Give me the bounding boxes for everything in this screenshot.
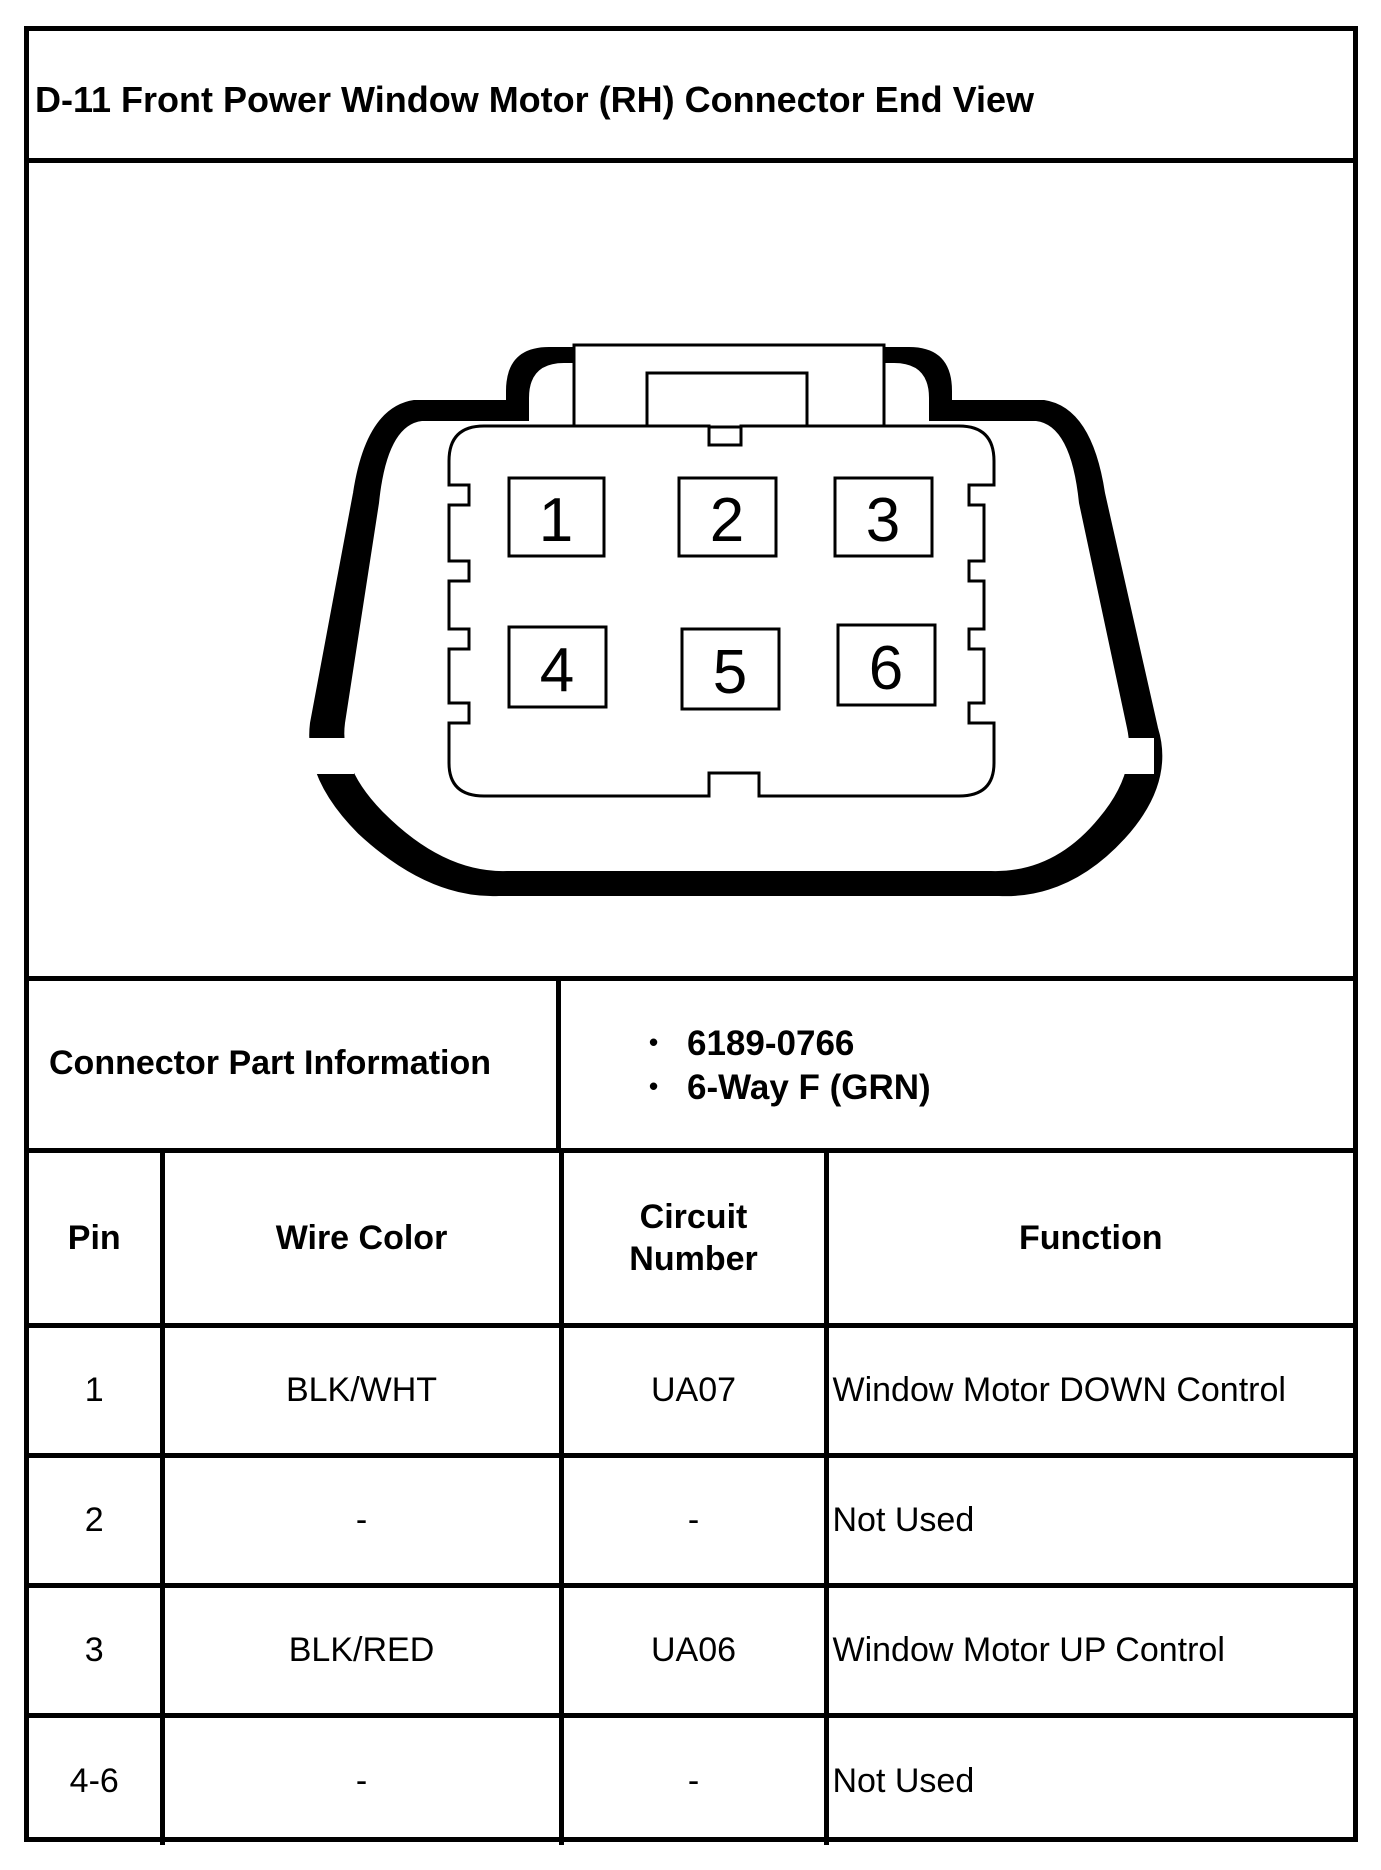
header-pin: Pin	[29, 1153, 162, 1325]
circuit-cell: UA07	[561, 1325, 826, 1455]
connector-sheet	[24, 26, 1358, 1842]
pin-label: 6	[868, 634, 904, 703]
pin-table	[29, 1153, 1353, 1845]
connector-part-information	[29, 981, 1353, 1153]
pin-5	[682, 629, 779, 709]
header-wire-color: Wire Color	[162, 1153, 561, 1325]
pin-label: 3	[865, 486, 901, 555]
table-row	[29, 1455, 1353, 1585]
pin-2	[679, 478, 776, 556]
left-side-tab	[309, 738, 354, 774]
table-row	[29, 1585, 1353, 1715]
header-function: Function	[826, 1153, 1353, 1325]
pin-label: 4	[539, 636, 575, 705]
connector-diagram	[29, 163, 1353, 976]
pin-6	[838, 625, 935, 705]
pin-cell: 1	[29, 1325, 162, 1455]
pin-label: 1	[538, 486, 574, 555]
part-info-label-cell	[29, 981, 561, 1148]
part-info-list	[649, 1021, 931, 1109]
wire-color-cell: BLK/WHT	[162, 1325, 561, 1455]
table-row	[29, 1325, 1353, 1455]
pin-label: 2	[709, 486, 745, 555]
function-cell: Not Used	[826, 1455, 1353, 1585]
latch-inner	[647, 373, 807, 427]
pin-label: 5	[712, 638, 748, 707]
part-number: • 6189-0766	[649, 1021, 931, 1065]
header-circuit-number	[561, 1153, 826, 1325]
connector-type: • 6-Way F (GRN)	[649, 1065, 931, 1109]
pin-cell: 3	[29, 1585, 162, 1715]
function-cell: Window Motor UP Control	[826, 1585, 1353, 1715]
pin-cell: 2	[29, 1455, 162, 1585]
circuit-cell: -	[561, 1455, 826, 1585]
wire-color-cell: BLK/RED	[162, 1585, 561, 1715]
circuit-cell: -	[561, 1715, 826, 1845]
pin-cell: 4-6	[29, 1715, 162, 1845]
header-circuit-number-text: Circuit Number	[629, 1197, 758, 1278]
circuit-cell: UA06	[561, 1585, 826, 1715]
page-title: D-11 Front Power Window Motor (RH) Connector End View	[35, 79, 1035, 120]
table-header-row	[29, 1153, 1353, 1325]
table-row	[29, 1715, 1353, 1845]
title-row	[29, 31, 1353, 163]
pin-1	[509, 478, 604, 556]
function-cell: Not Used	[826, 1715, 1353, 1845]
part-info-label: Connector Part Information	[49, 1044, 492, 1082]
wire-color-cell: -	[162, 1455, 561, 1585]
wire-color-cell: -	[162, 1715, 561, 1845]
connector-end-view	[29, 163, 1353, 981]
right-side-tab	[1089, 738, 1154, 774]
pin-3	[835, 478, 932, 556]
function-cell: Window Motor DOWN Control	[826, 1325, 1353, 1455]
pin-4	[509, 627, 606, 707]
